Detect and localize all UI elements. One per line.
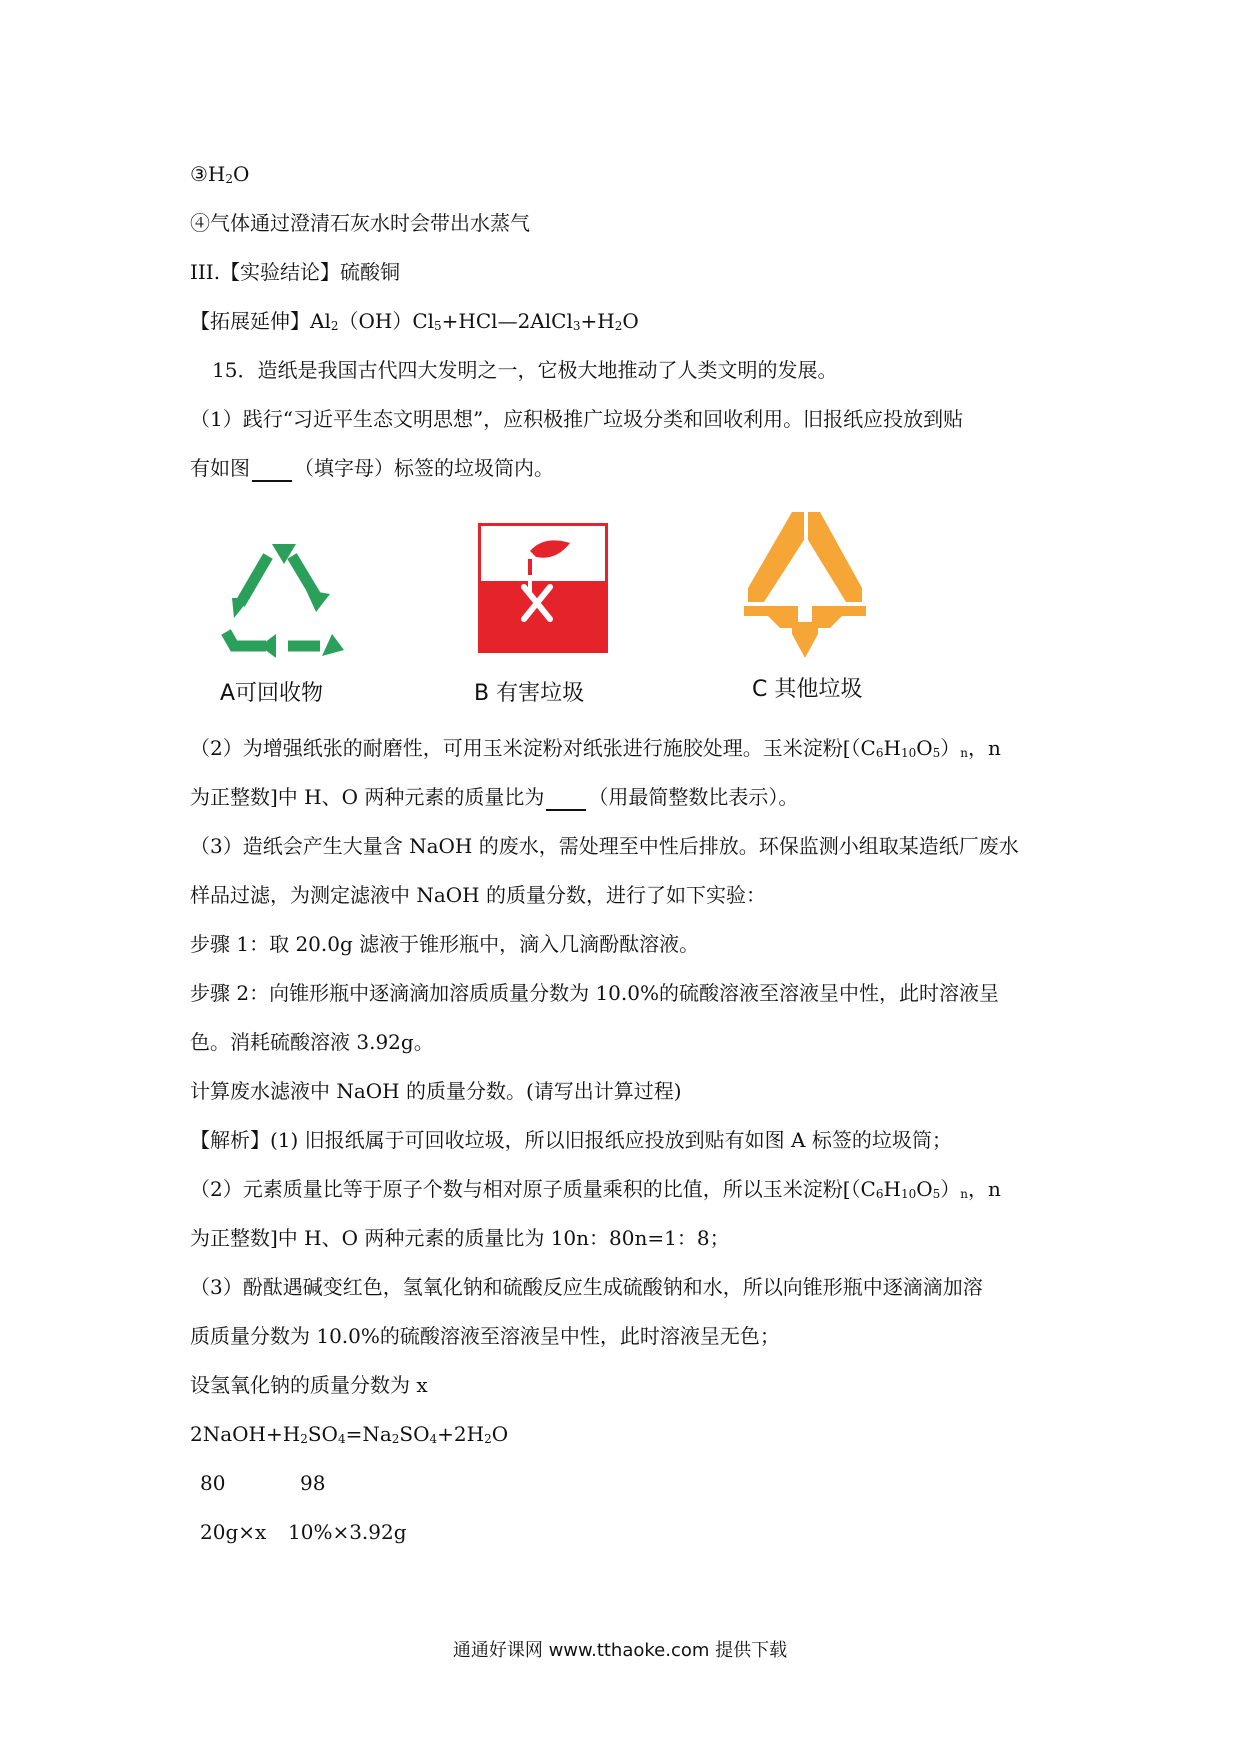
text-line: 为正整数]中 H、O 两种元素的质量比为 10n：80n=1：8； (190, 1226, 730, 1250)
text-line: （3）造纸会产生大量含 NaOH 的废水，需处理至中性后排放。环保监测小组取某造纸厂废水 (190, 834, 1019, 858)
text-line: （2）为增强纸张的耐磨性，可用玉米淀粉对纸张进行施胶处理。玉米淀粉[$(C_6H_{10}O_5)_n$，n (190, 736, 1001, 760)
figure-b-caption: B 有害垃圾 (474, 681, 585, 706)
other-waste-symbol-figure (740, 510, 870, 660)
hazardous-waste-icon (478, 523, 608, 653)
text-line: 步骤 1：取 20.0g 滤液于锥形瓶中，滴入几滴酚酞溶液。 (190, 932, 700, 956)
text-line: 色。消耗硫酸溶液 3.92g。 (190, 1030, 434, 1054)
text-line: $③H_2O$ (190, 162, 250, 186)
text-line: 设氢氧化钠的质量分数为 x (190, 1373, 428, 1397)
footer-credit: 通通好课网 www.tthaoke.com 提供下载 (452, 1640, 788, 1661)
question-title: 15．造纸是我国古代四大发明之一，它极大地推动了人类文明的发展。 (212, 358, 838, 382)
molar-mass-b: 98 (300, 1471, 326, 1495)
text-line: 计算废水滤液中 NaOH 的质量分数。(请写出计算过程) (190, 1079, 682, 1103)
text-line: 【拓展延伸】$Al_2(OH)Cl_5+HCl—2AlCl_3+H_2O$ (190, 309, 639, 333)
text-line: 有如图 （填字母）标签的垃圾筒内。 (190, 456, 554, 480)
text-line: 样品过滤，为测定滤液中 NaOH 的质量分数，进行了如下实验： (190, 883, 766, 907)
text-line: 步骤 2：向锥形瓶中逐滴滴加溶质质量分数为 10.0%的硫酸溶液至溶液呈中性，此时溶液呈 (190, 981, 999, 1005)
text-line: ④气体通过澄清石灰水时会带出水蒸气 (190, 211, 530, 235)
hazardous-symbol-figure (478, 523, 608, 653)
figure-a-caption: A可回收物 (220, 681, 324, 706)
answer-blank (546, 789, 586, 811)
text-line: （3）酚酞遇碱变红色，氢氧化钠和硫酸反应生成硫酸钠和水，所以向锥形瓶中逐滴滴加溶 (190, 1275, 983, 1299)
text-line: 【解析】(1) 旧报纸属于可回收垃圾，所以旧报纸应投放到贴有如图 A 标签的垃圾筒； (190, 1128, 952, 1152)
text-line: （1）践行“习近平生态文明思想”，应积极推广垃圾分类和回收利用。旧报纸应投放到贴 (190, 407, 964, 431)
equation-line: $2NaOH+H_2SO_4=Na_2SO_4+2H_2O$ (190, 1422, 509, 1446)
recycle-icon (210, 538, 350, 668)
text-line: 为正整数]中 H、O 两种元素的质量比为 （用最简整数比表示）。 (190, 785, 799, 809)
recycle-symbol-figure (210, 538, 350, 668)
text-line: III.【实验结论】硫酸铜 (190, 260, 401, 284)
answer-blank (252, 460, 292, 482)
figure-c-caption: C 其他垃圾 (752, 677, 863, 702)
quantity-b: 10%×3.92g (288, 1520, 407, 1544)
other-waste-icon (740, 510, 870, 660)
molar-mass-a: 80 (200, 1471, 226, 1495)
text-line: （2）元素质量比等于原子个数与相对原子质量乘积的比值，所以玉米淀粉[$(C_6H_{10}O_5)_n$，n (190, 1177, 1001, 1201)
quantity-a: 20g×x (200, 1520, 267, 1544)
text-line: 质质量分数为 10.0%的硫酸溶液至溶液呈中性，此时溶液呈无色； (190, 1324, 780, 1348)
